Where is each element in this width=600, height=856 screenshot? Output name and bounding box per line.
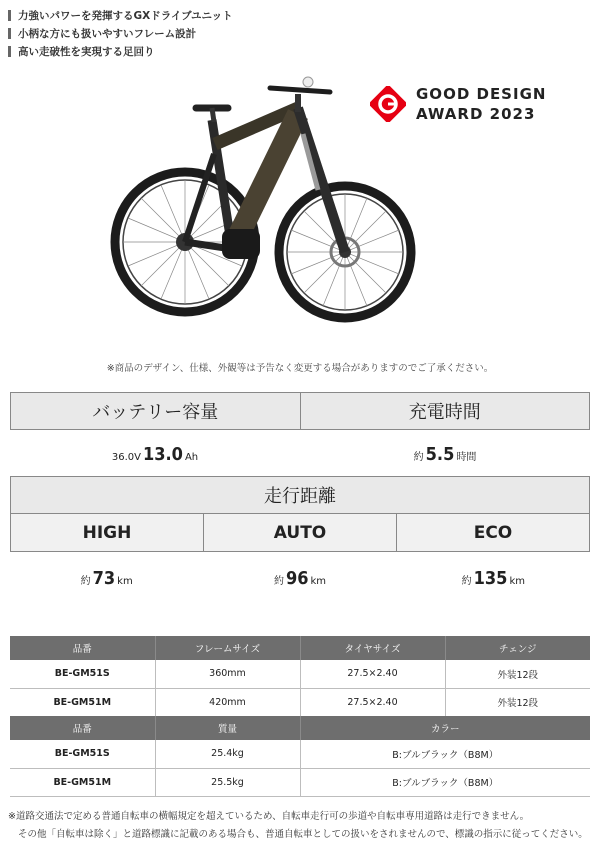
footnote-2: その他「自転車は除く」と道路標識に記載のある場合も、普通自転車としての扱いをされませんので、標識の指示に従ってください。 [18,829,588,840]
bullet-bar [8,46,11,57]
col-tire-size: タイヤサイズ [300,636,445,660]
range-value-eco [397,568,590,589]
col-frame-size: フレームサイズ [155,636,300,660]
cell-frame-size: 420mm [155,688,300,716]
charge-time: 5.5 [425,443,455,465]
disclaimer-text: ※商品のデザイン、仕様、外観等は予告なく変更する場合がありますのでご了承ください。 [106,363,494,374]
cell-model: BE-GM51S [10,660,155,688]
feature-list [8,6,233,60]
battery-voltage: 36.0V [111,451,141,463]
range-unit: km [509,575,525,587]
charge-header: 充電時間 [300,393,590,429]
feature-text: 力強いパワーを発揮するGXドライブユニット [18,9,233,22]
col-gear: チェンジ [445,636,590,660]
mode-auto: AUTO [203,514,396,551]
award-title: GOOD DESIGN [416,85,547,103]
col-weight: 質量 [155,716,300,740]
range-number: 135 [473,567,508,589]
range-prefix: 約 [80,575,91,587]
cell-model: BE-GM51M [10,768,155,796]
mode-eco: ECO [396,514,589,551]
weight-color-table [10,716,590,797]
range-prefix: 約 [461,575,472,587]
table-row [10,740,590,768]
range-header: 走行距離 [264,486,336,507]
feature-item [8,24,233,42]
table-row [10,688,590,716]
feature-text: 高い走破性を実現する足回り [18,45,155,58]
size-spec-table [10,636,590,717]
range-value-auto [203,568,396,589]
cell-gear: 外装12段 [445,660,590,688]
col-color: カラー [300,716,590,740]
feature-item [8,42,233,60]
feature-text: 小柄な方にも扱いやすいフレーム設計 [18,27,197,40]
range-number: 96 [285,567,309,589]
charge-prefix: 約 [413,451,424,463]
good-design-award [370,84,546,124]
cell-weight: 25.5kg [155,768,300,796]
battery-value [10,444,300,465]
good-design-logo-icon [370,86,406,122]
charge-value [300,444,590,465]
cell-frame-size: 360mm [155,660,300,688]
bullet-bar [8,10,11,21]
cell-tire-size: 27.5×2.40 [300,688,445,716]
bullet-bar [8,28,11,39]
range-prefix: 約 [273,575,284,587]
cell-color: B:ブルブラック（B8M） [300,740,590,768]
feature-item [8,6,233,24]
battery-capacity: 13.0 [142,443,183,465]
battery-header: バッテリー容量 [92,402,219,423]
table-row [10,768,590,796]
award-year: AWARD 2023 [416,105,536,123]
col-model: 品番 [10,636,155,660]
footnotes [8,808,596,844]
cell-color: B:ブルブラック（B8M） [300,768,590,796]
cell-tire-size: 27.5×2.40 [300,660,445,688]
charge-unit: 時間 [456,451,477,463]
range-unit: km [310,575,327,587]
range-number: 73 [92,567,116,589]
range-unit: km [117,575,133,587]
cell-model: BE-GM51M [10,688,155,716]
cell-model: BE-GM51S [10,740,155,768]
footnote-1: ※道路交通法で定める普通自転車の横幅規定を超えているため、自転車走行可の歩道や自転車専用道路は走行できません。 [8,811,530,822]
mode-high: HIGH [11,514,203,551]
range-section [10,476,590,604]
battery-unit: Ah [184,451,199,463]
battery-charge-section [10,392,590,478]
table-row [10,660,590,688]
cell-weight: 25.4kg [155,740,300,768]
col-model: 品番 [10,716,155,740]
cell-gear: 外装12段 [445,688,590,716]
range-value-high [10,568,203,589]
